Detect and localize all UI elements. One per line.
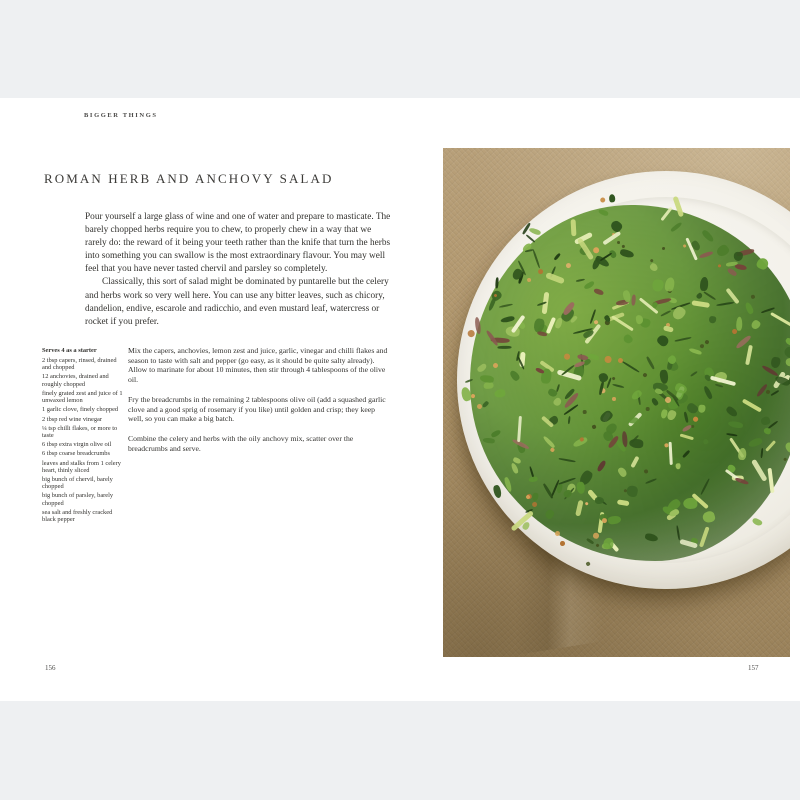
ingredient-item: 1 garlic clove, finely chopped xyxy=(42,406,119,414)
method-paragraph: Combine the celery and herbs with the oily anchovy mix, scatter over the breadcrumbs and serve. xyxy=(128,433,354,453)
ingredient-item: 6 tbsp extra virgin olive oil xyxy=(42,441,112,449)
food-photo xyxy=(443,148,790,657)
method-column xyxy=(128,346,392,463)
intro-paragraph: Pour yourself a large glass of wine and one of water and prepare to masticate. The barely chopped herbs require you to chew, to properly chew in a way that we rarely do: the reward of it being your teeth rather than the knife that turn the herbs into something you can swallow is the most extraordinary flavour. You may well feel that you have never tasted chervil and parsley so completely. xyxy=(85,212,391,275)
ingredient-item: 6 tbsp coarse breadcrumbs xyxy=(42,450,110,458)
page-number-left: 156 xyxy=(45,664,56,672)
recipe-title: ROMAN HERB AND ANCHOVY SALAD xyxy=(44,171,334,186)
page-number-right: 157 xyxy=(748,664,759,672)
backdrop-band-top xyxy=(0,0,800,98)
ingredient-item: big bunch of parsley, barely chopped xyxy=(42,492,114,507)
ingredient-item: ¼ tsp chilli flakes, or more to taste xyxy=(42,424,118,439)
intro-paragraph: Classically, this sort of salad might be dominated by puntarelle but the celery and herbs work so very well here. You can use any bitter leaves, such as chicory, dandelion, endive, escarole and radicchio, and even mustard leaf, watercress or rocket if you prefer. xyxy=(85,277,389,327)
method-paragraph: Fry the breadcrumbs in the remaining 2 tablespoons olive oil (add a squashed garlic clove and a good sprig of rosemary if you like) until golden and crisp; they keep well, so you can make a big batch. xyxy=(128,394,386,424)
recipe-intro xyxy=(85,211,392,329)
ingredient-item: leaves and stalks from 1 celery heart, thinly sliced xyxy=(42,459,121,474)
ingredient-item: 12 anchovies, drained and roughly chopped xyxy=(42,373,109,388)
serves-label: Serves 4 as a starter xyxy=(42,347,97,354)
backdrop-band-bottom xyxy=(0,701,800,800)
ingredient-item: sea salt and freshly cracked black pepper xyxy=(42,508,113,523)
ingredients-column xyxy=(42,347,126,525)
ingredient-item: big bunch of chervil, barely chopped xyxy=(42,476,113,491)
method-paragraph: Mix the capers, anchovies, lemon zest and juice, garlic, vinegar and chilli flakes and season to taste with salt and pepper (go easy, as it should be quite salty already). Allow to marinate for about 10 minutes, then stir through 4 tablespoons of the olive oil. xyxy=(128,346,388,385)
chapter-header: BIGGER THINGS xyxy=(84,112,158,119)
ingredient-item: 2 tbsp red wine vinegar xyxy=(42,415,102,423)
ingredient-item: 2 tbsp capers, rinsed, drained and chopped xyxy=(42,357,117,372)
ingredient-item: finely grated zest and juice of 1 unwaxed lemon xyxy=(42,389,123,404)
